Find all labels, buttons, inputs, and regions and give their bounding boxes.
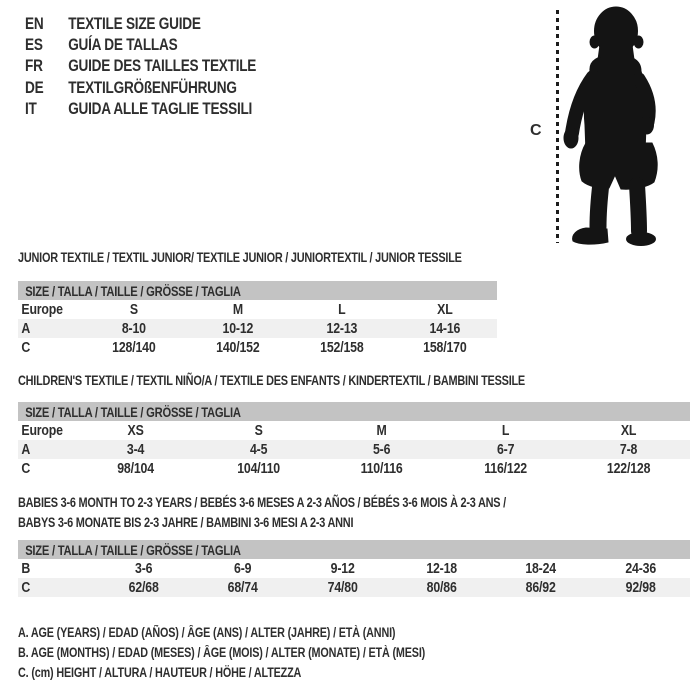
language-code: IT [25,98,37,118]
table-cell: 152/158 [319,339,364,356]
babies-size-table [18,540,690,597]
table-cell: 104/110 [237,460,281,477]
row-label-cell: Europe [21,422,63,439]
table-row [18,319,497,338]
footnote-legend [18,622,527,682]
row-label-cell: A [21,441,31,458]
row-label-cell: C [21,460,31,477]
row-label-cell: C [21,339,31,356]
footnote-a: A. AGE (YEARS) / EDAD (AÑOS) / ÂGE (ANS) / ALTER (JAHRE) / ETÀ (ANNI) [18,624,396,640]
language-title: GUIDA ALLE TAGLIE TESSILI [68,98,253,118]
language-row [25,98,256,119]
language-row [25,34,256,55]
table-cell: L [501,422,509,439]
table-cell: 3-6 [135,560,153,577]
table-cell: 74/80 [327,579,358,596]
table-cell: 140/152 [215,339,260,356]
size-header-bar [18,540,690,559]
table-cell: 10-12 [222,320,253,337]
size-header-bar [18,402,690,421]
table-cell: 68/74 [227,579,258,596]
language-title: GUIDE DES TAILLES TEXTILE [68,56,257,76]
table-cell: 128/140 [112,339,156,356]
language-code: EN [25,13,44,33]
row-label-cell: Europe [21,301,63,318]
height-marker-label: C [530,122,542,139]
table-row [18,578,690,597]
table-cell: XS [127,422,144,439]
table-cell: 18-24 [525,560,557,577]
junior-size-table [18,281,497,357]
footnote-c: C. (cm) HEIGHT / ALTURA / HAUTEUR / HÖHE / ALTEZZA [18,664,302,680]
children-section-title: CHILDREN'S TEXTILE / TEXTIL NIÑO/A / TEXTILE DES ENFANTS / KINDERTEXTIL / BAMBINI TESSILE [18,372,525,388]
table-row [18,300,497,319]
table-cell: 80/86 [426,579,457,596]
row-label-cell: B [21,560,31,577]
footnote-b: B. AGE (MONTHS) / EDAD (MESES) / ÂGE (MOIS) / ALTER (MONATE) / ETÀ (MESI) [18,644,426,660]
baby-silhouette-figure [553,5,698,248]
babies-section-title [18,492,506,532]
table-cell: L [337,301,346,318]
table-row [18,338,497,357]
table-cell: 122/128 [606,460,651,477]
table-cell: 24-36 [624,560,656,577]
language-title: GUÍA DE TALLAS [68,34,178,54]
table-row [18,559,690,578]
table-cell: M [232,301,243,318]
table-cell: 62/68 [128,579,159,596]
table-cell: 4-5 [250,441,268,458]
table-cell: 8-10 [121,320,146,337]
table-cell: 116/122 [483,460,527,477]
table-cell: 86/92 [525,579,556,596]
table-cell: 12-18 [426,560,457,577]
table-cell: S [254,422,263,439]
table-cell: 6-9 [234,560,252,577]
language-row [25,77,256,98]
table-cell: M [376,422,388,439]
language-row [25,56,256,77]
table-cell: XL [437,301,453,318]
table-cell: 6-7 [496,441,514,458]
row-label-cell: A [21,320,31,337]
size-header-bar [18,281,497,300]
language-title: TEXTILGRÖßENFÜHRUNG [68,77,237,97]
size-header-label: SIZE / TALLA / TAILLE / GRÖSSE / TAGLIA [25,541,241,558]
table-row [18,440,690,459]
table-row [18,421,690,440]
size-header-label: SIZE / TALLA / TAILLE / GRÖSSE / TAGLIA [25,403,241,420]
table-cell: 5-6 [373,441,391,458]
table-cell: 12-13 [326,320,357,337]
size-header-label: SIZE / TALLA / TAILLE / GRÖSSE / TAGLIA [25,282,241,299]
language-code: DE [25,77,44,97]
table-cell: 110/116 [360,460,403,477]
table-cell: 9-12 [330,560,355,577]
language-title: TEXTILE SIZE GUIDE [68,13,201,33]
babies-title-line1: BABIES 3-6 MONTH TO 2-3 YEARS / BEBÉS 3-6 MESES A 2-3 AÑOS / BÉBÉS 3-6 MOIS À 2-3 ANS / [18,494,506,510]
language-code: ES [25,34,43,54]
babies-title-line2: BABYS 3-6 MONATE BIS 2-3 JAHRE / BAMBINI 3-6 MESI A 2-3 ANNI [18,514,354,530]
table-cell: 3-4 [126,441,145,458]
table-cell: 92/98 [625,579,656,596]
table-cell: 14-16 [429,320,461,337]
language-title-list [25,13,314,119]
table-cell: XL [620,422,637,439]
junior-section-title: JUNIOR TEXTILE / TEXTIL JUNIOR/ TEXTILE JUNIOR / JUNIORTEXTIL / JUNIOR TESSILE [18,249,462,265]
language-code: FR [25,56,43,76]
table-cell: 7-8 [619,441,638,458]
row-label-cell: C [21,579,31,596]
table-cell: 158/170 [423,339,467,356]
table-row [18,459,690,478]
table-cell: S [129,301,138,318]
children-size-table [18,402,690,478]
language-row [25,13,256,34]
table-cell: 98/104 [117,460,154,477]
